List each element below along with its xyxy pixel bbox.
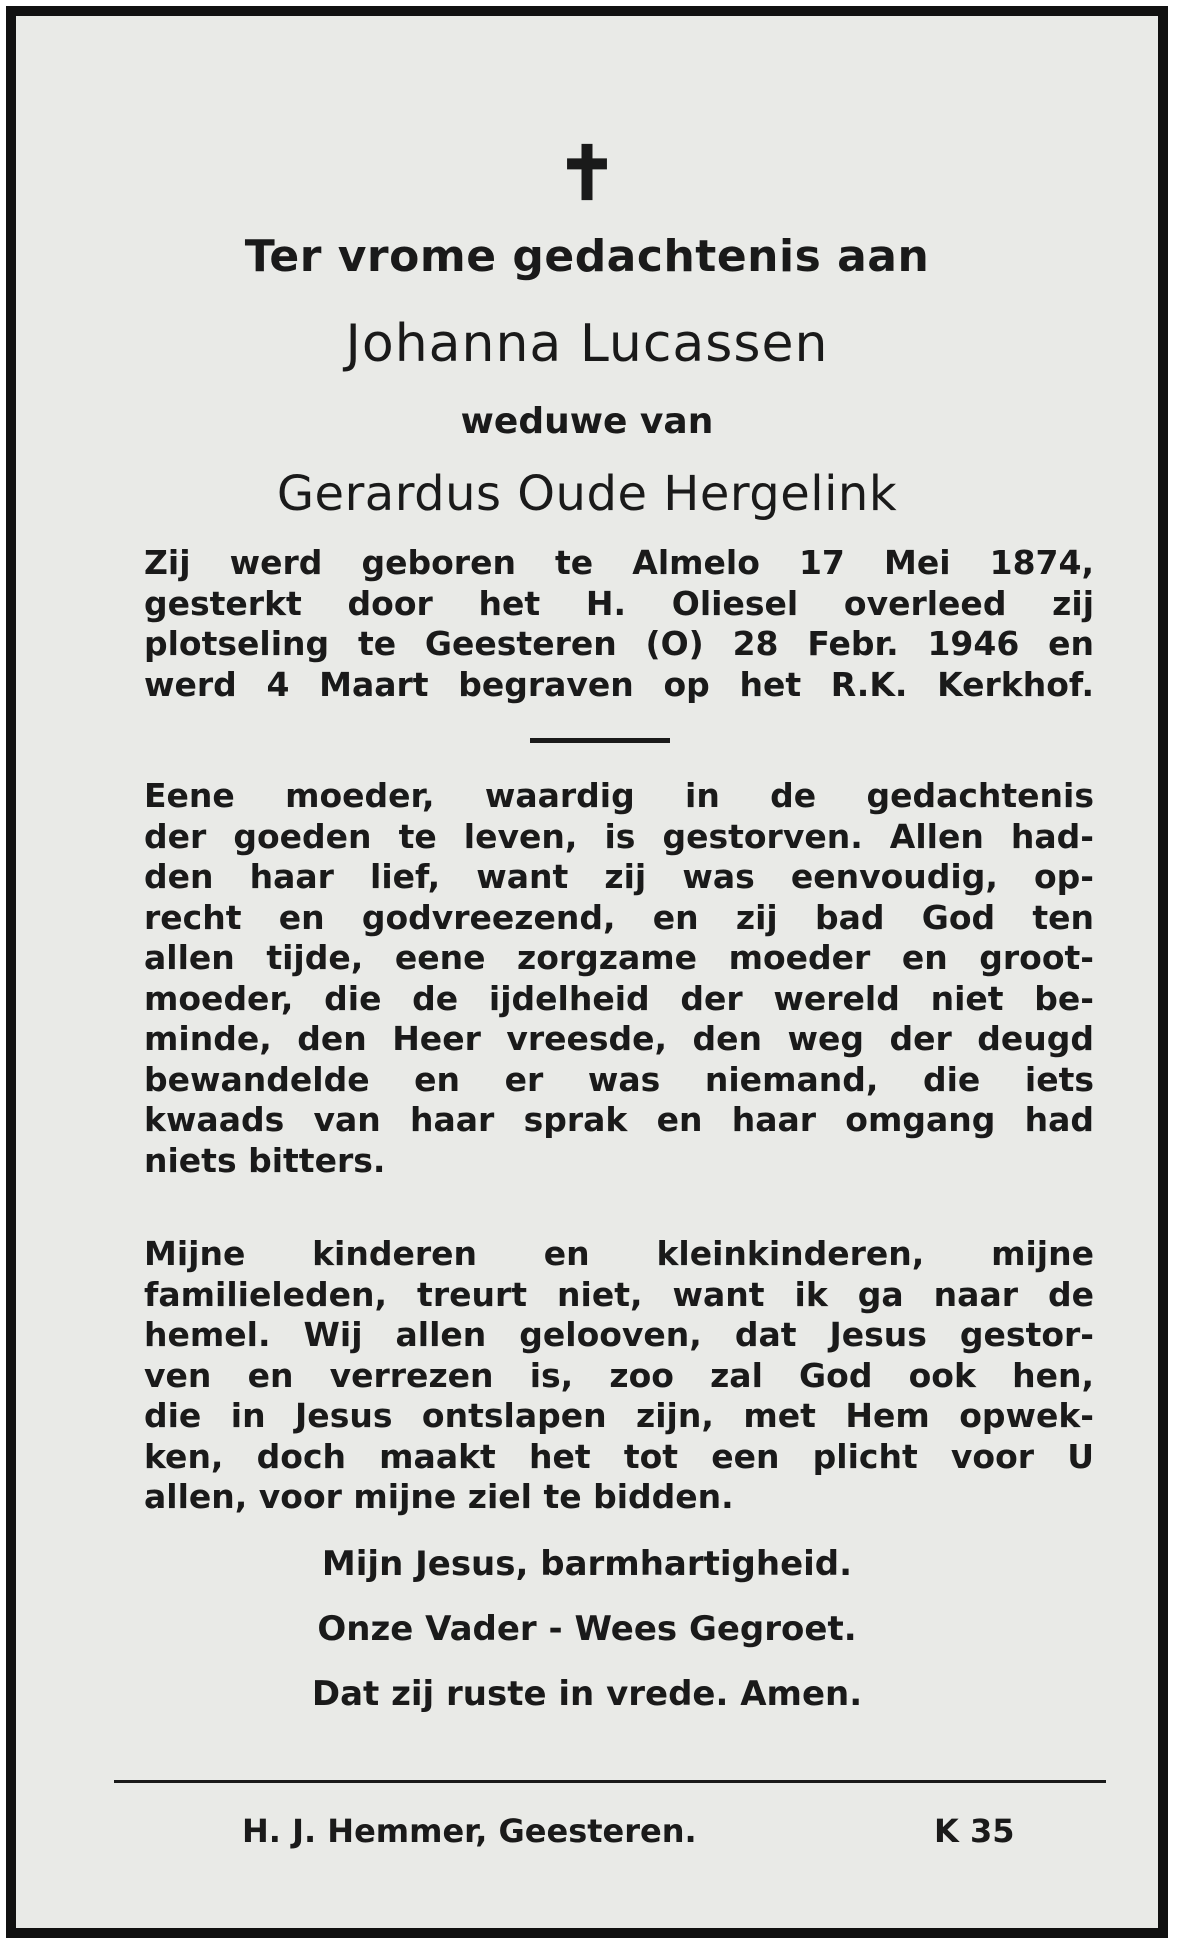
tribute-line: allen tijde, eene zorgzame moeder en groot-	[144, 938, 1094, 977]
prayer-line: Onze Vader - Wees Gegroet.	[317, 1609, 857, 1649]
tribute-line: kwaads van haar sprak en haar omgang had	[144, 1100, 1094, 1139]
card-code: K 35	[934, 1812, 1015, 1850]
farewell-line: hemel. Wij allen gelooven, dat Jesus gestor-	[144, 1315, 1094, 1354]
farewell-line: familieleden, treurt niet, want ik ga naar de	[144, 1274, 1094, 1314]
prayer-line: Mijn Jesus, barmhartigheid.	[321, 1544, 853, 1584]
deceased-name: Johanna Lucassen	[345, 314, 829, 374]
cross-icon: ✝	[555, 131, 618, 217]
farewell-paragraph	[144, 1234, 1094, 1518]
farewell-line: allen, voor mijne ziel te bidden.	[144, 1477, 734, 1516]
farewell-line: ken, doch maakt het tot een plicht voor U	[144, 1436, 1094, 1476]
widow-of-label: weduwe van	[460, 401, 714, 442]
prayer-line: Dat zij ruste in vrede. Amen.	[311, 1674, 863, 1714]
tribute-line: bewandelde en er was niemand, die iets	[144, 1059, 1094, 1099]
farewell-line: die in Jesus ontslapen zijn, met Hem opwek-	[144, 1396, 1094, 1435]
footer-divider	[114, 1780, 1106, 1783]
tribute-line: Eene moeder, waardig in de gedachtenis	[144, 776, 1094, 815]
tribute-line: der goeden te leven, is gestorven. Allen had-	[144, 816, 1094, 856]
bio-line: plotseling te Geesteren (O) 28 Febr. 1946 en	[144, 624, 1094, 663]
biography-paragraph	[144, 543, 1094, 705]
tribute-paragraph	[144, 776, 1094, 1181]
bio-line: werd 4 Maart begraven op het R.K. Kerkhof.	[144, 664, 1094, 704]
farewell-line: Mijne kinderen en kleinkinderen, mijne	[144, 1234, 1094, 1273]
printer-name: H. J. Hemmer, Geesteren.	[242, 1812, 697, 1850]
bio-line: Zij werd geboren te Almelo 17 Mei 1874,	[144, 543, 1094, 582]
tribute-line: recht en godvreezend, en zij bad God ten	[144, 897, 1094, 937]
tribute-line: niets bitters.	[144, 1140, 386, 1180]
memorial-card	[6, 6, 1168, 1938]
card-heading: Ter vrome gedachtenis aan	[244, 231, 930, 282]
tribute-line: den haar lief, want zij was eenvoudig, op-	[144, 857, 1094, 896]
short-divider	[530, 738, 670, 743]
spouse-name: Gerardus Oude Hergelink	[276, 466, 898, 522]
tribute-line: moeder, die de ijdelheid der wereld niet be-	[144, 978, 1094, 1018]
tribute-line: minde, den Heer vreesde, den weg der deugd	[144, 1019, 1094, 1058]
bio-line: gesterkt door het H. Oliesel overleed zij	[144, 583, 1094, 623]
farewell-line: ven en verrezen is, zoo zal God ook hen,	[144, 1355, 1094, 1395]
